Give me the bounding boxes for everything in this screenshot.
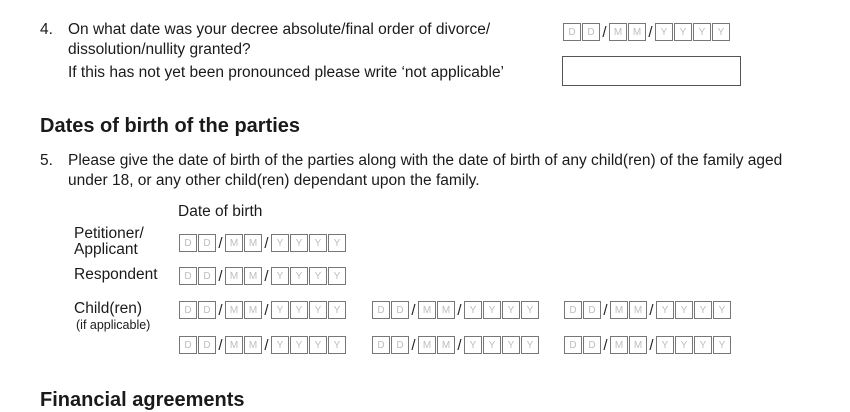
decree-date-field[interactable] bbox=[563, 23, 731, 41]
date-separator: / bbox=[457, 336, 462, 354]
date-cell-day[interactable]: D bbox=[582, 23, 600, 41]
date-cell-day[interactable]: D bbox=[564, 336, 582, 354]
date-cell-year[interactable]: Y bbox=[290, 234, 308, 252]
date-cell-year[interactable]: Y bbox=[693, 23, 711, 41]
date-cell-year[interactable]: Y bbox=[328, 336, 346, 354]
date-separator: / bbox=[602, 23, 607, 41]
date-cell-year[interactable]: Y bbox=[521, 336, 539, 354]
date-separator: / bbox=[264, 301, 269, 319]
date-cell-year[interactable]: Y bbox=[656, 301, 674, 319]
date-cell-month[interactable]: M bbox=[225, 336, 243, 354]
date-cell-year[interactable]: Y bbox=[464, 336, 482, 354]
child-dob-field-2[interactable] bbox=[372, 301, 540, 319]
date-cell-day[interactable]: D bbox=[563, 23, 581, 41]
date-cell-day[interactable]: D bbox=[391, 336, 409, 354]
child-dob-field-3[interactable] bbox=[564, 301, 732, 319]
petitioner-label-line2: Applicant bbox=[74, 241, 138, 258]
date-of-birth-header: Date of birth bbox=[178, 203, 263, 220]
date-cell-day[interactable]: D bbox=[583, 336, 601, 354]
date-separator: / bbox=[218, 234, 223, 252]
date-cell-month[interactable]: M bbox=[628, 23, 646, 41]
children-label: Child(ren) bbox=[74, 300, 143, 317]
date-separator: / bbox=[411, 301, 416, 319]
date-cell-month[interactable]: M bbox=[225, 234, 243, 252]
section-heading-financial-agreements: Financial agreements bbox=[40, 389, 245, 411]
date-cell-day[interactable]: D bbox=[198, 267, 216, 285]
date-cell-year[interactable]: Y bbox=[502, 336, 520, 354]
child-dob-field-1[interactable] bbox=[179, 301, 347, 319]
child-dob-field-4[interactable] bbox=[179, 336, 347, 354]
date-cell-year[interactable]: Y bbox=[271, 267, 289, 285]
date-cell-year[interactable]: Y bbox=[502, 301, 520, 319]
question-5-text-line1: Please give the date of birth of the parties along with the date of birth of any child(ren) of the family aged bbox=[68, 152, 783, 169]
date-separator: / bbox=[264, 267, 269, 285]
date-cell-month[interactable]: M bbox=[629, 301, 647, 319]
date-cell-month[interactable]: M bbox=[244, 267, 262, 285]
date-cell-year[interactable]: Y bbox=[713, 336, 731, 354]
date-separator: / bbox=[457, 301, 462, 319]
date-cell-month[interactable]: M bbox=[609, 23, 627, 41]
date-cell-year[interactable]: Y bbox=[655, 23, 673, 41]
child-dob-field-5[interactable] bbox=[372, 336, 540, 354]
date-cell-year[interactable]: Y bbox=[328, 234, 346, 252]
date-cell-year[interactable]: Y bbox=[290, 301, 308, 319]
not-applicable-field[interactable] bbox=[562, 56, 741, 86]
date-cell-year[interactable]: Y bbox=[483, 336, 501, 354]
date-cell-year[interactable]: Y bbox=[290, 336, 308, 354]
date-cell-month[interactable]: M bbox=[244, 336, 262, 354]
date-cell-year[interactable]: Y bbox=[271, 301, 289, 319]
date-cell-year[interactable]: Y bbox=[309, 336, 327, 354]
date-cell-day[interactable]: D bbox=[564, 301, 582, 319]
date-cell-day[interactable]: D bbox=[372, 301, 390, 319]
question-5-text-line2: under 18, or any other child(ren) dependant upon the family. bbox=[68, 172, 480, 189]
date-cell-year[interactable]: Y bbox=[309, 234, 327, 252]
date-separator: / bbox=[218, 267, 223, 285]
date-cell-month[interactable]: M bbox=[244, 301, 262, 319]
respondent-dob-field[interactable] bbox=[179, 267, 347, 285]
date-cell-day[interactable]: D bbox=[179, 234, 197, 252]
date-cell-day[interactable]: D bbox=[179, 267, 197, 285]
date-cell-month[interactable]: M bbox=[437, 336, 455, 354]
date-separator: / bbox=[411, 336, 416, 354]
date-cell-day[interactable]: D bbox=[198, 301, 216, 319]
date-separator: / bbox=[649, 336, 654, 354]
petitioner-dob-field[interactable] bbox=[179, 234, 347, 252]
date-cell-year[interactable]: Y bbox=[483, 301, 501, 319]
petitioner-label-line1: Petitioner/ bbox=[74, 225, 144, 242]
date-cell-day[interactable]: D bbox=[198, 234, 216, 252]
date-cell-year[interactable]: Y bbox=[271, 336, 289, 354]
date-separator: / bbox=[218, 336, 223, 354]
date-cell-day[interactable]: D bbox=[179, 301, 197, 319]
date-cell-year[interactable]: Y bbox=[271, 234, 289, 252]
date-cell-month[interactable]: M bbox=[225, 267, 243, 285]
question-4-note: If this has not yet been pronounced please write ‘not applicable’ bbox=[68, 64, 505, 81]
question-4-number: 4. bbox=[40, 21, 53, 38]
date-cell-day[interactable]: D bbox=[583, 301, 601, 319]
date-cell-month[interactable]: M bbox=[244, 234, 262, 252]
date-cell-year[interactable]: Y bbox=[290, 267, 308, 285]
date-separator: / bbox=[648, 23, 653, 41]
question-4-text-line2: dissolution/nullity granted? bbox=[68, 41, 251, 58]
date-cell-month[interactable]: M bbox=[610, 336, 628, 354]
date-cell-year[interactable]: Y bbox=[328, 267, 346, 285]
date-cell-day[interactable]: D bbox=[198, 336, 216, 354]
date-separator: / bbox=[264, 336, 269, 354]
children-note: (if applicable) bbox=[76, 318, 151, 332]
date-cell-year[interactable]: Y bbox=[694, 336, 712, 354]
date-separator: / bbox=[218, 301, 223, 319]
date-cell-day[interactable]: D bbox=[179, 336, 197, 354]
date-separator: / bbox=[603, 336, 608, 354]
date-cell-year[interactable]: Y bbox=[309, 301, 327, 319]
date-separator: / bbox=[264, 234, 269, 252]
date-cell-year[interactable]: Y bbox=[675, 336, 693, 354]
date-cell-year[interactable]: Y bbox=[656, 336, 674, 354]
respondent-label: Respondent bbox=[74, 266, 158, 283]
date-separator: / bbox=[649, 301, 654, 319]
date-cell-day[interactable]: D bbox=[391, 301, 409, 319]
date-cell-year[interactable]: Y bbox=[675, 301, 693, 319]
date-cell-year[interactable]: Y bbox=[309, 267, 327, 285]
date-cell-year[interactable]: Y bbox=[694, 301, 712, 319]
date-cell-year[interactable]: Y bbox=[712, 23, 730, 41]
date-cell-year[interactable]: Y bbox=[328, 301, 346, 319]
question-5-number: 5. bbox=[40, 152, 53, 169]
question-4-text-line1: On what date was your decree absolute/final order of divorce/ bbox=[68, 21, 491, 38]
child-dob-field-6[interactable] bbox=[564, 336, 732, 354]
date-cell-month[interactable]: M bbox=[418, 301, 436, 319]
date-cell-year[interactable]: Y bbox=[713, 301, 731, 319]
date-cell-year[interactable]: Y bbox=[464, 301, 482, 319]
date-cell-month[interactable]: M bbox=[629, 336, 647, 354]
date-cell-month[interactable]: M bbox=[225, 301, 243, 319]
date-cell-year[interactable]: Y bbox=[674, 23, 692, 41]
date-cell-month[interactable]: M bbox=[610, 301, 628, 319]
section-heading-dates-of-birth: Dates of birth of the parties bbox=[40, 115, 301, 137]
date-cell-year[interactable]: Y bbox=[521, 301, 539, 319]
date-cell-month[interactable]: M bbox=[418, 336, 436, 354]
date-separator: / bbox=[603, 301, 608, 319]
date-cell-day[interactable]: D bbox=[372, 336, 390, 354]
date-cell-month[interactable]: M bbox=[437, 301, 455, 319]
